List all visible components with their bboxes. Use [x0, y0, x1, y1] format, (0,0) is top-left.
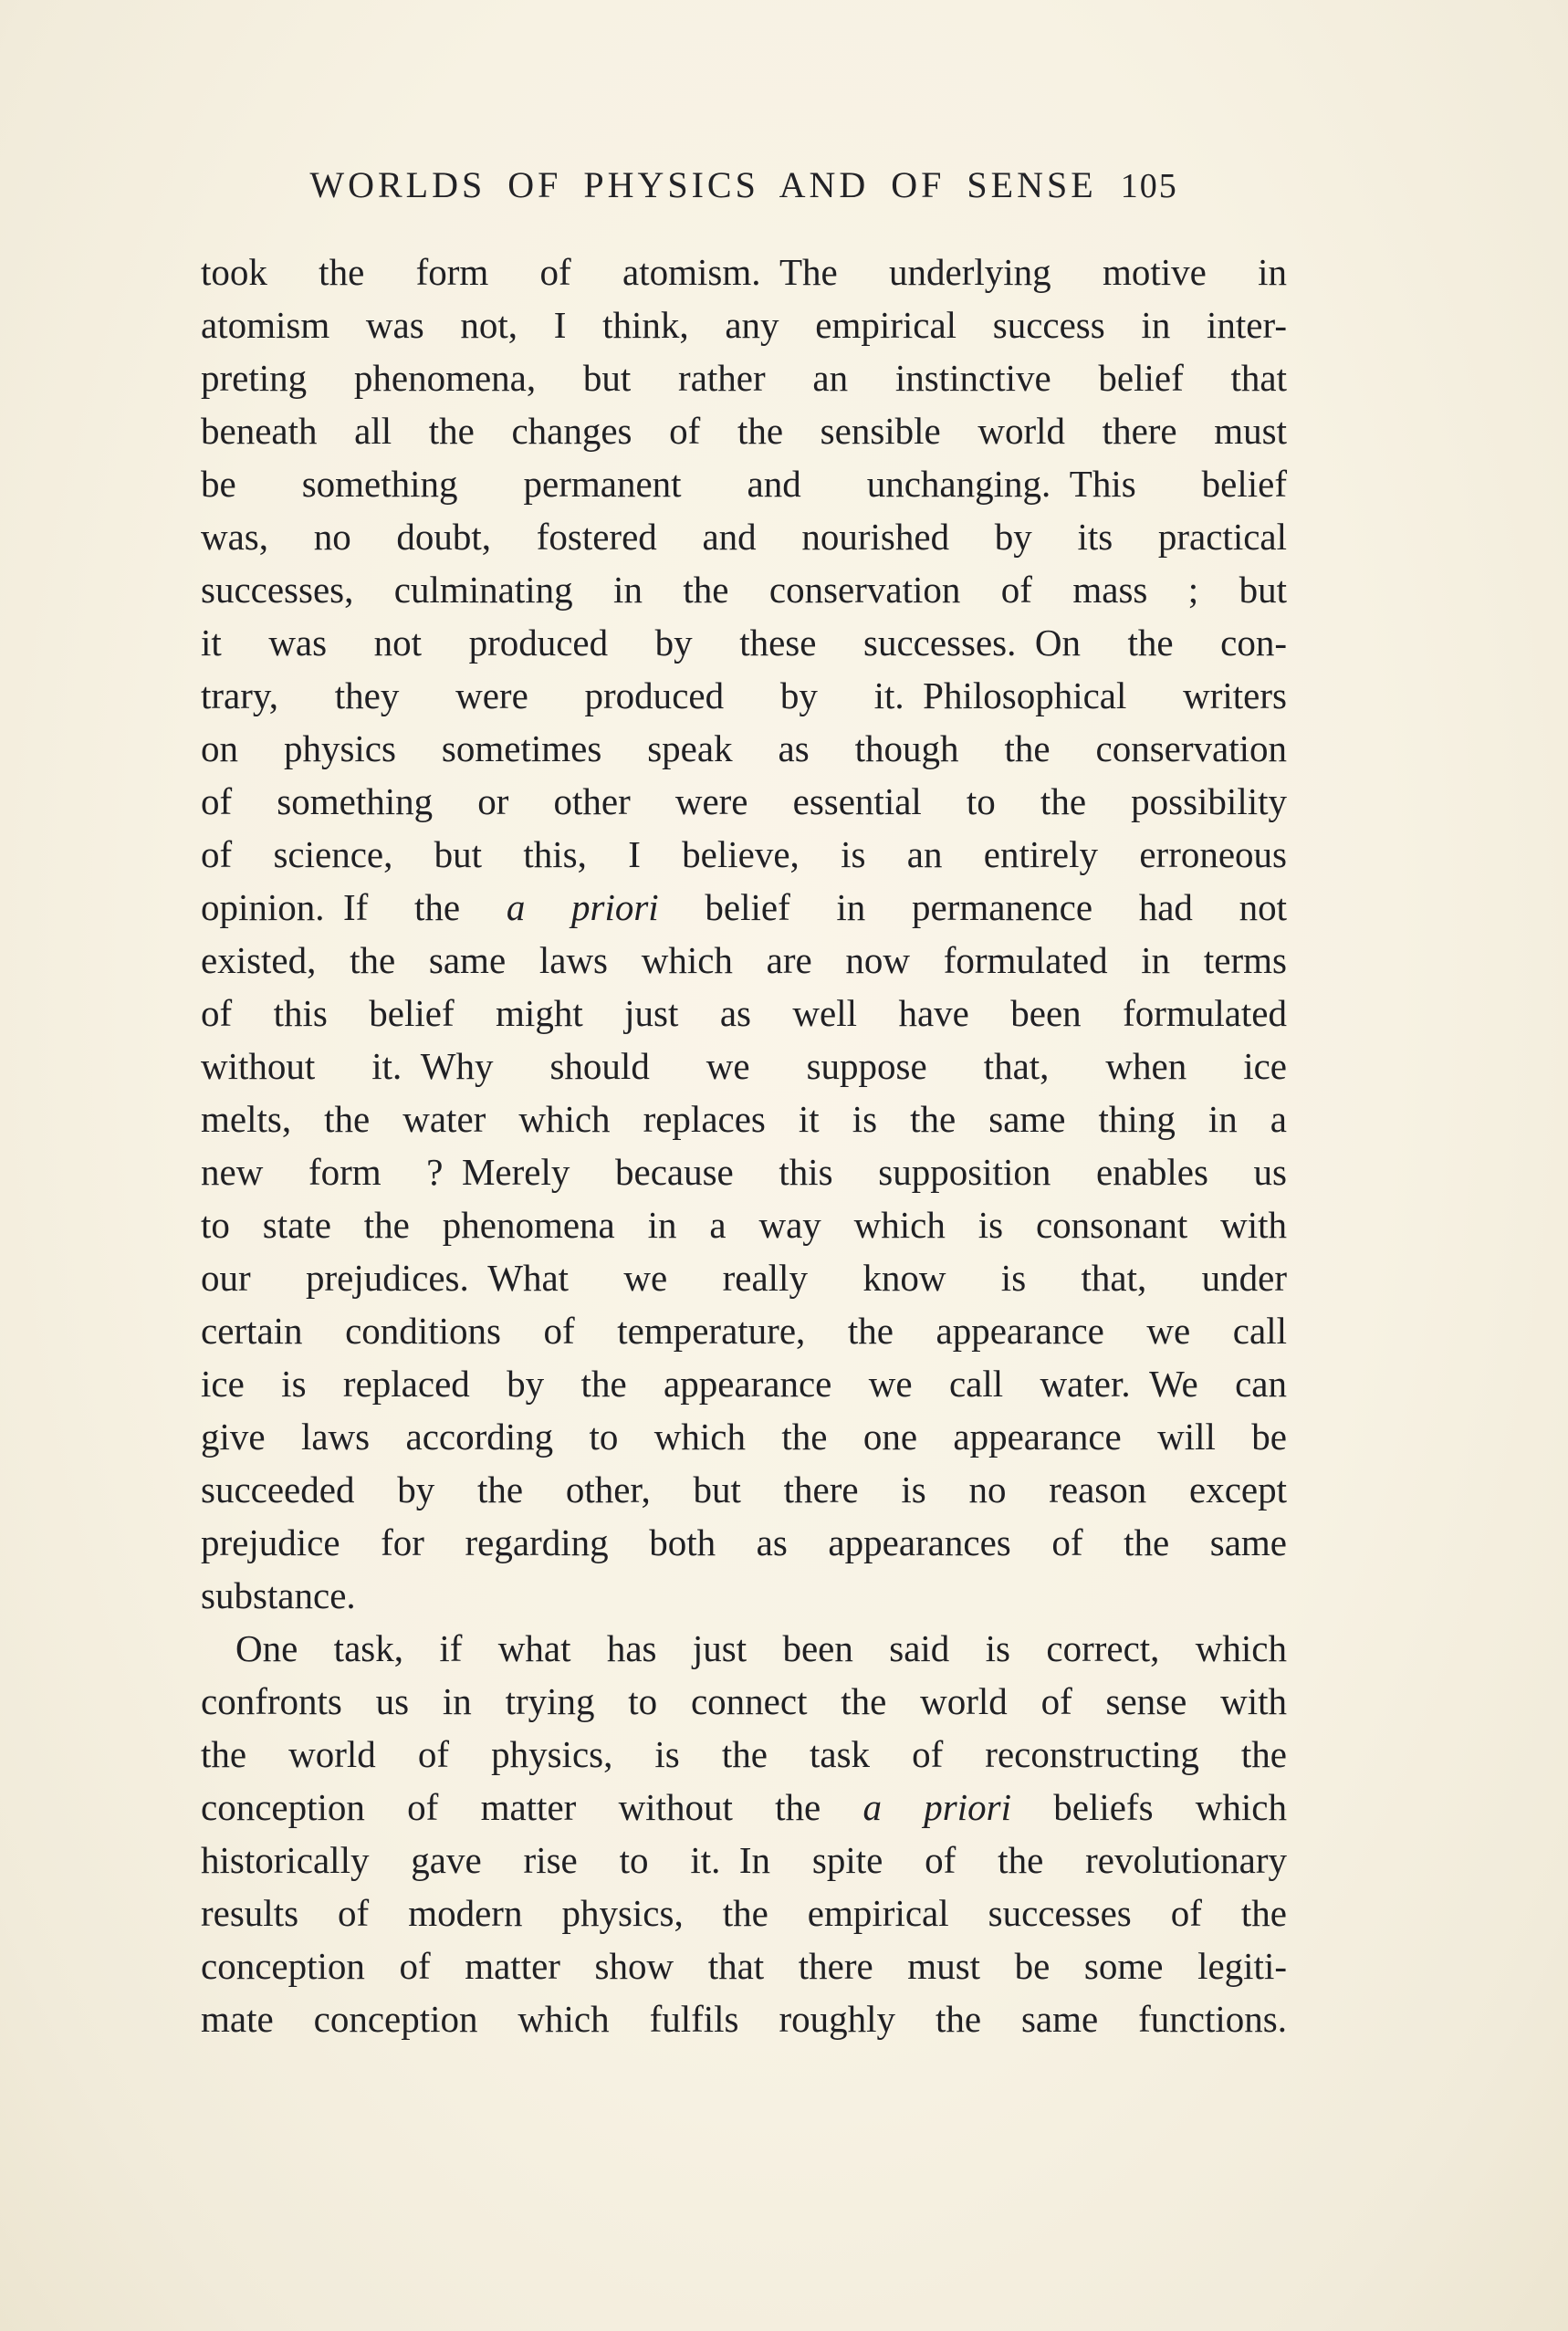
- text-line: [201, 1992, 1287, 2045]
- text-segment: confronts us in trying to connect the world of sense with: [201, 1680, 1287, 1722]
- text-segment: successes, culminating in the conservation of mass ; but: [201, 569, 1287, 611]
- text-line: [201, 722, 1287, 775]
- text-segment: our prejudices. What we really know is that, under: [201, 1257, 1287, 1299]
- text-segment: historically gave rise to it. In spite of the revolutionary: [201, 1839, 1287, 1881]
- text-segment: trary, they were produced by it. Philosophical writers: [201, 674, 1287, 716]
- text-line: [201, 510, 1287, 563]
- text-segment: atomism was not, I think, any empirical success in inter-: [201, 304, 1287, 346]
- text-segment: to state the phenomena in a way which is consonant with: [201, 1204, 1287, 1246]
- text-line: [201, 1569, 1287, 1622]
- text-segment: be something permanent and unchanging. This belief: [201, 463, 1287, 505]
- running-title: WORLDS OF PHYSICS AND OF SENSE: [309, 164, 1097, 205]
- text-segment: beneath all the changes of the sensible world there must: [201, 410, 1287, 452]
- text-line: [201, 1145, 1287, 1198]
- text-column: [201, 164, 1287, 2045]
- text-segment: results of modern physics, the empirical successes of the: [201, 1892, 1287, 1934]
- text-line: [201, 1781, 1287, 1834]
- running-header: [201, 164, 1287, 207]
- text-segment: of something or other were essential to the possibility: [201, 780, 1287, 822]
- text-segment: without it. Why should we suppose that, when ice: [201, 1045, 1287, 1087]
- italic-text-segment: a priori: [506, 886, 659, 928]
- text-line: [201, 669, 1287, 722]
- text-segment: was, no doubt, fostered and nourished by its practical: [201, 516, 1287, 558]
- text-line: [201, 246, 1287, 298]
- text-segment: give laws according to which the one appearance will be: [201, 1416, 1287, 1458]
- text-segment: it was not produced by these successes. On the con-: [201, 622, 1287, 664]
- text-segment: succeeded by the other, but there is no reason except: [201, 1469, 1287, 1510]
- text-segment: preting phenomena, but rather an instinctive belief that: [201, 357, 1287, 399]
- text-line: [201, 298, 1287, 351]
- text-segment: opinion. If the: [201, 886, 507, 928]
- text-segment: the world of physics, is the task of reconstructing the: [201, 1733, 1287, 1775]
- text-segment: mate conception which fulfils roughly the same functions.: [201, 1998, 1287, 2040]
- text-line: [201, 1304, 1287, 1357]
- text-segment: belief in permanence had not: [658, 886, 1287, 928]
- text-line: [201, 881, 1287, 934]
- text-line: [201, 1622, 1287, 1675]
- text-line: [201, 828, 1287, 881]
- text-segment: substance.: [201, 1574, 356, 1616]
- text-segment: conception of matter without the: [201, 1786, 863, 1828]
- text-line: [201, 1675, 1287, 1728]
- text-segment: prejudice for regarding both as appearances of the same: [201, 1521, 1287, 1563]
- text-segment: of this belief might just as well have been formulated: [201, 992, 1287, 1034]
- text-line: [201, 1357, 1287, 1410]
- text-segment: beliefs which: [1010, 1786, 1287, 1828]
- text-line: [201, 563, 1287, 616]
- text-line: [201, 1040, 1287, 1092]
- text-line: [201, 457, 1287, 510]
- text-line: [201, 351, 1287, 404]
- text-segment: new form ? Merely because this supposition enables us: [201, 1151, 1287, 1193]
- text-line: [201, 1410, 1287, 1463]
- text-segment: conception of matter show that there must be some legiti-: [201, 1945, 1287, 1987]
- text-line: [201, 1198, 1287, 1251]
- text-line: [201, 404, 1287, 457]
- text-segment: ice is replaced by the appearance we call water. We can: [201, 1363, 1287, 1405]
- text-line: [201, 1251, 1287, 1304]
- text-segment: took the form of atomism. The underlying motive in: [201, 251, 1287, 293]
- text-block: [201, 246, 1287, 2045]
- page-number: 105: [1120, 167, 1178, 205]
- italic-text-segment: a priori: [862, 1786, 1011, 1828]
- text-line: [201, 1834, 1287, 1887]
- text-line: [201, 1516, 1287, 1569]
- text-line: [201, 1728, 1287, 1781]
- text-line: [201, 1887, 1287, 1939]
- text-line: [201, 1463, 1287, 1516]
- text-line: [201, 616, 1287, 669]
- text-line: [201, 987, 1287, 1040]
- text-segment: melts, the water which replaces it is the same thing in a: [201, 1098, 1287, 1140]
- text-segment: One task, if what has just been said is correct, which: [235, 1627, 1287, 1669]
- text-line: [201, 1092, 1287, 1145]
- text-line: [201, 775, 1287, 828]
- text-line: [201, 1939, 1287, 1992]
- text-segment: of science, but this, I believe, is an entirely erroneous: [201, 833, 1287, 875]
- text-line: [201, 934, 1287, 987]
- text-segment: on physics sometimes speak as though the conservation: [201, 727, 1287, 769]
- text-segment: existed, the same laws which are now formulated in terms: [201, 939, 1287, 981]
- text-segment: certain conditions of temperature, the appearance we call: [201, 1310, 1287, 1352]
